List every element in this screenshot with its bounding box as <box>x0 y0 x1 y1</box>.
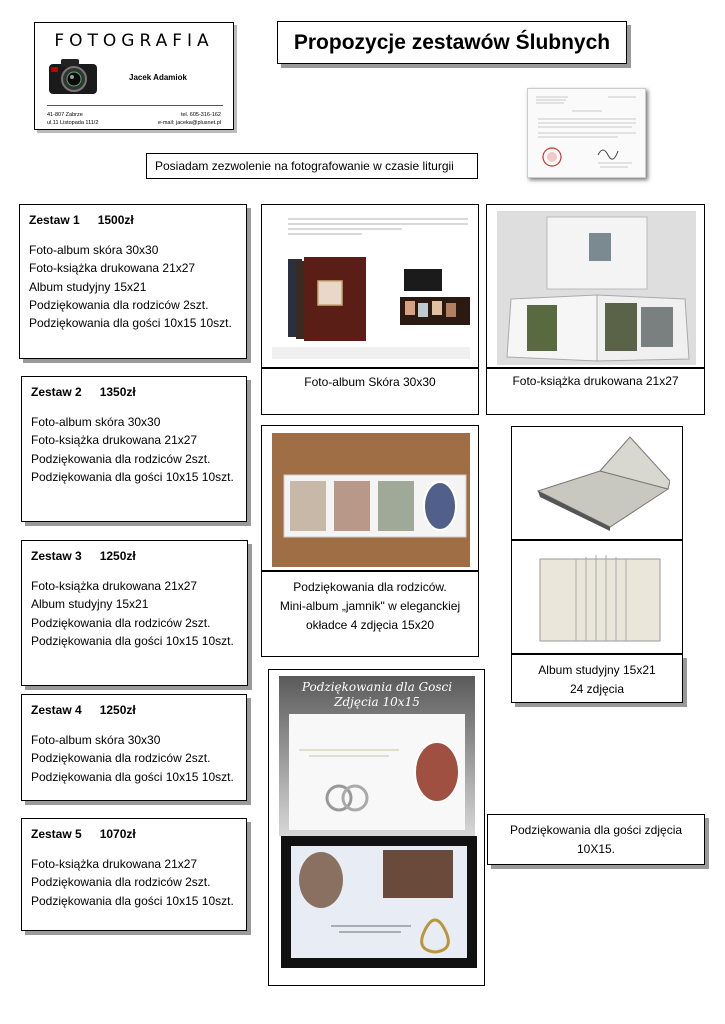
foto-ksiazka-caption: Foto-książka drukowana 21x27 <box>486 368 705 415</box>
set-3-box <box>21 540 248 686</box>
set-4-price: 1250zł <box>99 703 136 717</box>
set-5-box <box>21 818 247 931</box>
foto-album-image <box>272 211 470 359</box>
camera-icon <box>47 56 101 96</box>
set-1-items <box>20 227 246 332</box>
set-item: Foto-album skóra 30x30 <box>29 243 159 257</box>
set-item: Album studyjny 15x21 <box>29 279 147 294</box>
set-5-price: 1070zł <box>99 827 136 841</box>
card-address-1: 41-807 Zabrze <box>47 112 83 118</box>
set-item: Foto-książka drukowana 21x27 <box>31 857 198 871</box>
album-studyjny-caption-box <box>511 654 683 703</box>
set-item: Foto-album skóra 30x30 <box>31 733 161 747</box>
goscie-caption-box <box>487 814 705 865</box>
set-4-name: Zestaw 4 <box>31 703 82 717</box>
page-title: Propozycje zestawów Ślubnych <box>277 21 627 64</box>
rodzice-caption-box <box>261 571 479 657</box>
set-3-price: 1250zł <box>99 549 136 563</box>
foto-ksiazka-image <box>497 211 696 365</box>
foto-ksiazka-photo-frame <box>486 204 705 368</box>
set-1-name: Zestaw 1 <box>29 213 80 227</box>
goscie-caption-line-2: 10X15. <box>576 842 616 856</box>
thanks-card-title-2: Zdjęcia 10x15 <box>334 695 420 709</box>
set-5-header <box>22 819 246 841</box>
set-item: Podziękowania dla gości 10x15 10szt. <box>31 769 234 784</box>
album-studyjny-caption-line-1: Album studyjny 15x21 <box>538 663 656 677</box>
set-item: Podziękowania dla rodziców 2szt. <box>29 297 209 312</box>
album-studyjny-image-1 <box>530 431 670 535</box>
set-item: Podziękowania dla gości 10x15 10szt. <box>31 469 234 484</box>
set-item: Foto-książka drukowana 21x27 <box>31 579 198 593</box>
rodzice-caption-line-3: okładce 4 zdjęcia 15x20 <box>305 618 435 632</box>
set-1-header <box>20 205 246 227</box>
permission-note: Posiadam zezwolenie na fotografowanie w czasie liturgii <box>146 153 478 179</box>
album-studyjny-photo-2-frame <box>511 540 683 654</box>
album-studyjny-photo-1-frame <box>511 426 683 540</box>
set-item: Podziękowania dla gości 10x15 10szt. <box>29 316 232 331</box>
goscie-caption-line-1: Podziękowania dla gości zdjęcia <box>509 823 683 837</box>
set-item: Album studyjny 15x21 <box>31 597 149 612</box>
set-3-name: Zestaw 3 <box>31 549 82 563</box>
set-2-price: 1350zł <box>99 385 136 399</box>
set-4-header <box>22 695 246 717</box>
business-card <box>34 22 234 130</box>
set-2-box <box>21 376 247 522</box>
goscie-card-1 <box>279 676 475 836</box>
foto-album-photo-frame <box>261 204 479 368</box>
rodzice-image <box>272 433 470 567</box>
set-item: Podziękowania dla rodziców 2szt. <box>31 615 211 630</box>
set-item: Podziękowania dla gości 10x15 10szt. <box>31 633 234 648</box>
thanks-card-title-1: Podziękowania dla Gosci <box>301 680 453 694</box>
set-2-items <box>22 399 246 486</box>
set-item: Podziękowania dla rodziców 2szt. <box>31 451 211 466</box>
set-item: Foto-książka drukowana 21x27 <box>29 261 196 276</box>
set-1-price: 1500zł <box>97 213 134 227</box>
rodzice-caption-line-1: Podziękowania dla rodziców. <box>293 580 447 594</box>
set-2-header <box>22 377 246 399</box>
goscie-photo-frame <box>268 669 485 986</box>
rodzice-caption-line-2: Mini-album „jamnik" w eleganckiej <box>279 599 461 613</box>
set-item: Foto-książka drukowana 21x27 <box>31 433 198 448</box>
card-divider <box>47 105 223 106</box>
card-brand: FOTOGRAFIA <box>54 31 214 51</box>
set-3-header <box>22 541 247 563</box>
set-2-name: Zestaw 2 <box>31 385 82 399</box>
set-5-items <box>22 841 246 910</box>
set-4-box <box>21 694 247 801</box>
set-1-box <box>19 204 247 359</box>
goscie-card-2 <box>281 836 477 968</box>
set-item: Foto-album skóra 30x30 <box>31 415 161 429</box>
rodzice-photo-frame <box>261 425 479 571</box>
card-phone: tel. 605-316-162 <box>180 112 221 118</box>
foto-album-caption: Foto-album Skóra 30x30 <box>261 368 479 415</box>
album-studyjny-caption-line-2: 24 zdjęcia <box>569 682 625 696</box>
set-5-name: Zestaw 5 <box>31 827 82 841</box>
set-item: Podziękowania dla rodziców 2szt. <box>31 751 211 766</box>
card-name: Jacek Adamiok <box>129 73 187 82</box>
permission-certificate-image <box>527 88 646 178</box>
card-address-2: ul.11 Listopada 111/2 <box>47 120 99 126</box>
set-4-items <box>22 717 246 786</box>
set-item: Podziękowania dla rodziców 2szt. <box>31 875 211 890</box>
set-3-items <box>22 563 247 650</box>
album-studyjny-image-2 <box>530 547 670 649</box>
set-item: Podziękowania dla gości 10x15 10szt. <box>31 893 234 908</box>
card-email: e-mail: jaceka@plusnet.pl <box>157 120 221 126</box>
